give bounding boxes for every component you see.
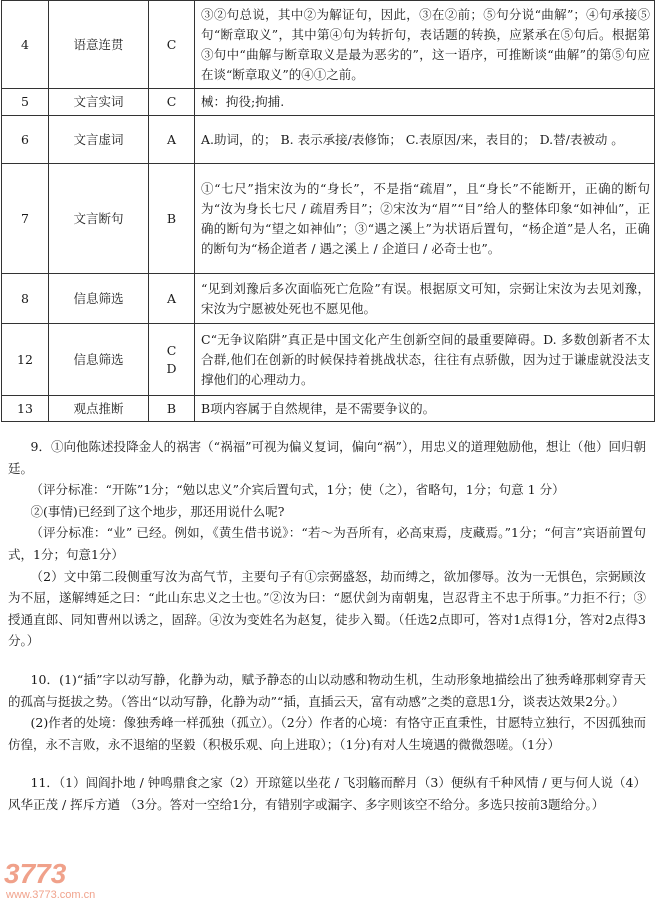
answer-letter: C xyxy=(166,94,177,109)
note-paragraph: 11．（1）闾阎扑地 / 钟鸣鼎食之家（2）开琼筵以坐花 / 飞羽觞而醉月（3）便纵有千种风情 / 更与何人说（4）风华正茂 / 挥斥方遒 （3分。答对一空给1分，有错别字或漏字、多字则该空不给分。多选只按前3题给分。） xyxy=(8,775,646,812)
question-number: 7 xyxy=(2,164,49,274)
site-watermark-logo xyxy=(2,856,162,902)
note-paragraph: (2)作者的处境：像独秀峰一样孤独（孤立）。（2分）作者的心境：有恪守正直秉性，甘愿特立独行，不因孤独而仿徨，永不言败，永不退缩的坚毅（积极乐观、向上进取）；（1分)有对人生境遇的微微怨嗟。（1分） xyxy=(8,715,646,752)
answer-explanation xyxy=(195,274,655,324)
question-type: 文言断句 xyxy=(49,164,149,274)
answer-row xyxy=(2,116,655,164)
question-number: 6 xyxy=(2,116,49,164)
question-type: 观点推断 xyxy=(49,396,149,422)
explanation-text: B项内容属于自然规律，是不需要争议的。 xyxy=(201,400,436,416)
question-number: 12 xyxy=(2,324,49,396)
explanation-text: C“无争议陷阱”真正是中国文化产生创新空间的最重要障碍。D. 多数创新者不太合群,他们在创新的时候保持着挑战状态，往往有点骄傲，因为过于谦虚就没法支撑他们的心理动力。 xyxy=(201,331,650,387)
answer-row xyxy=(2,396,655,422)
note-paragraph: 9．①向他陈述投降金人的祸害（“祸福”可视为偏义复词，偏向“祸”），用忠义的道理勉励他，想让（他）回归朝廷。 xyxy=(8,439,646,476)
question-type: 语意连贯 xyxy=(49,1,149,89)
answer-explanation xyxy=(195,1,655,89)
answer-key xyxy=(149,89,195,116)
answer-row xyxy=(2,1,655,89)
answer-key xyxy=(149,1,195,89)
question-number: 13 xyxy=(2,396,49,422)
question-type: 文言虚词 xyxy=(49,116,149,164)
answer-row xyxy=(2,164,655,274)
question-number: 8 xyxy=(2,274,49,324)
answer-row xyxy=(2,324,655,396)
watermark-brand: 3773 xyxy=(4,858,67,889)
answer-letter: D xyxy=(166,360,177,376)
question-type: 信息筛选 xyxy=(49,324,149,396)
question-number: 5 xyxy=(2,89,49,116)
explanation-text: ③②句总说，其中②为解证句，因此，③在②前；⑤句分说“曲解”；④句承接⑤句“断章取义”，其中第④句为转折句，表话题的转换，应紧承在⑤句后。根据第③句中“曲解与断章取义是最为恶劣的”，这一语序，可推断谈“曲解”的第⑤句应在谈“断章取义”的④①之前。 xyxy=(201,6,650,82)
note-paragraph: （评分标准：“开陈”1分；“勉以忠义”介宾后置句式，1分；使（之），省略句，1分；句意 1 分） xyxy=(30,482,565,498)
answer-row xyxy=(2,89,655,116)
answer-key xyxy=(149,396,195,422)
watermark-site: www.3773.com.cn xyxy=(6,889,96,901)
answer-letter: A xyxy=(166,290,177,306)
note-paragraph: （2）文中第二段侧重写汝为高气节，主要句子有①宗弼盛怒，劫而缚之，欲加僇辱。汝为一无惧色，宗弼顾汝为不屈，遂解缚延之曰：“此山东忠义之士也。”②汝为曰：“愿伏剑为南朝鬼，岂忍背主不忠于所事。”力拒不行；③授通直郎、同知曹州以诱之，固辞。④汝为变姓名为赵复，徒步入蜀。（任选2点即可，答对1点得1分，答对2点得3分。） xyxy=(8,568,646,649)
answer-key xyxy=(149,164,195,274)
note-paragraph: 10．(1)“插”字以动写静，化静为动，赋予静态的山以动感和物动生机，生动形象地描绘出了独秀峰那刺穿青天的孤高与挺拔之势。（答出“以动写静，化静为动”“插，直插云天，富有动感”之类的意思1分，谈表达效果2分。） xyxy=(8,671,646,709)
answer-table xyxy=(1,0,655,422)
explanation-text: “见到刘豫后多次面临死亡危险”有误。根据原文可知，宗弼让宋汝为去见刘豫，宋汝为宁愿被处死也不愿见他。 xyxy=(201,280,650,316)
note-paragraph: （评分标准：“业” 已经。例如，《黄生借书说》：“若～为吾所有，必高束焉，庋藏焉。”1分；“何言”宾语前置句式，1分；句意1分） xyxy=(8,525,646,562)
answer-key xyxy=(149,324,195,396)
explanation-text: 械：拘役;拘捕. xyxy=(201,94,285,109)
explanation-text: A.助词，的； B. 表示承接/表修饰； C.表原因/来，表目的； D.替/表被动 。 xyxy=(201,131,624,147)
answer-explanation xyxy=(195,324,655,396)
answer-letter: C xyxy=(166,36,177,52)
answer-key xyxy=(149,116,195,164)
answer-explanation xyxy=(195,89,655,116)
answer-letter: B xyxy=(166,210,177,226)
answer-explanation xyxy=(195,396,655,422)
question-type: 信息筛选 xyxy=(49,274,149,324)
answer-notes xyxy=(8,436,646,816)
answer-key xyxy=(149,274,195,324)
answer-explanation xyxy=(195,164,655,274)
answer-row xyxy=(2,274,655,324)
question-type: 文言实词 xyxy=(49,89,149,116)
answer-letter: B xyxy=(166,400,177,416)
answer-letter: A xyxy=(166,131,177,147)
answer-letter: C xyxy=(166,342,177,358)
question-number: 4 xyxy=(2,1,49,89)
note-paragraph: ②(事情)已经到了这个地步，那还用说什么呢? xyxy=(30,503,285,519)
answer-explanation xyxy=(195,116,655,164)
explanation-text: ①“七尺”指宋汝为的“身长”，不是指“疏眉”，且“身长”不能断开，正确的断句为“汝为身长七尺 / 疏眉秀目”；②宋汝为“眉”“目”给人的整体印象“如神仙”，正确的断句为“望之如神仙”；③“遇之溪上”为状语后置句，“杨企道”是人名，正确的断句为“杨企道者 / 遇之溪上 / 企道曰 / 必奇士也”。 xyxy=(201,180,650,256)
